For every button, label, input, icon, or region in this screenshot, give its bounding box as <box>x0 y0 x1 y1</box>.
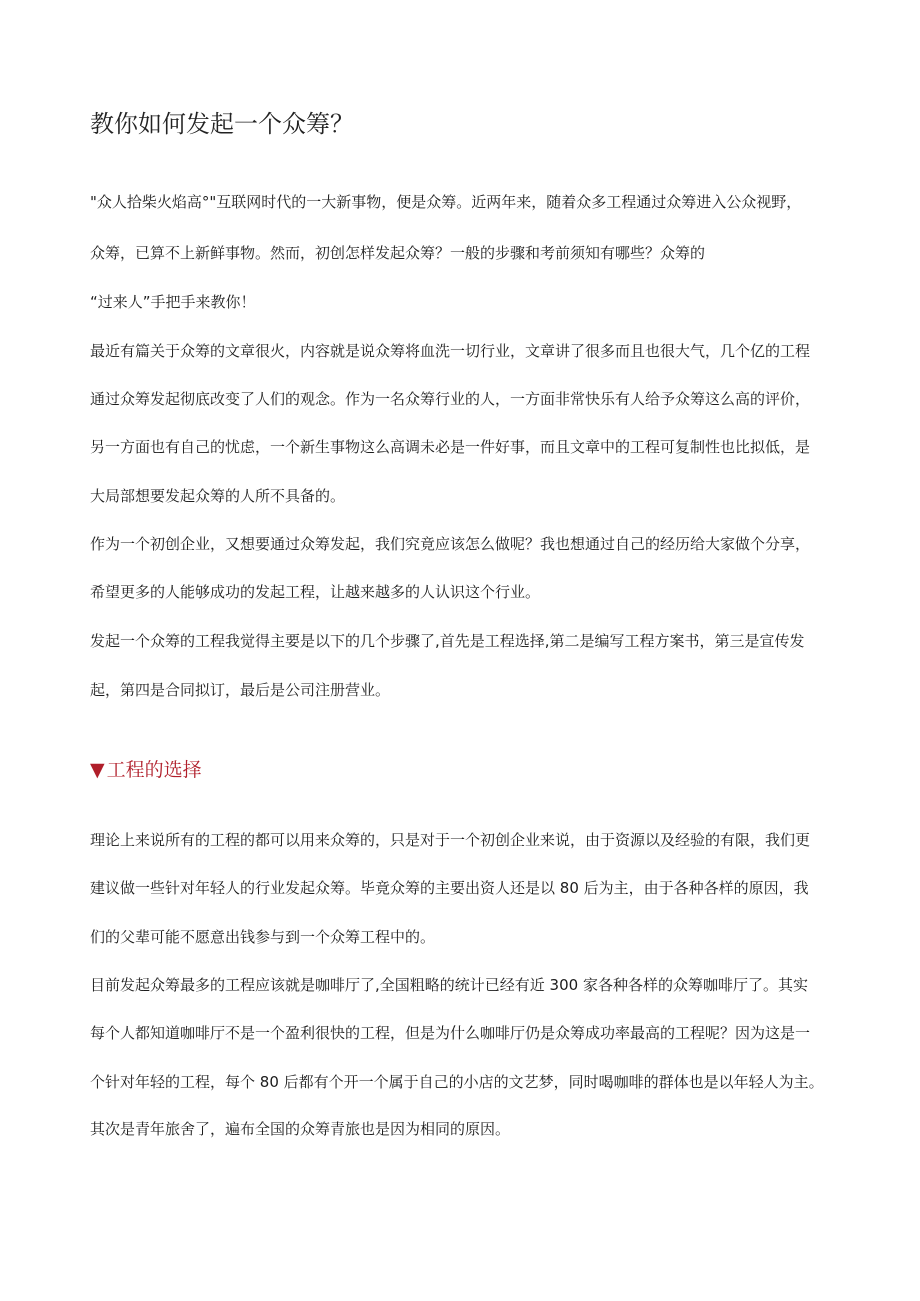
paragraph-line: 希望更多的人能够成功的发起工程，让越来越多的人认识这个行业。 <box>90 583 541 601</box>
paragraph-line: 每个人都知道咖啡厅不是一个盈利很快的工程，但是为什么咖啡厅仍是众筹成功率最高的工程呢？因为这是一 <box>90 1024 811 1042</box>
paragraph-line: "众人拾柴火焰高°"互联网时代的一大新事物，便是众筹。近两年来，随着众多工程通过众筹进入公众视野， <box>90 193 802 211</box>
paragraph-line: 个针对年轻的工程，每个 80 后都有个开一个属于自己的小店的文艺梦，同时喝咖啡的群体也是以年轻人为主。 <box>90 1073 824 1091</box>
section-heading-text: 工程的选择 <box>106 759 202 781</box>
paragraph-line: 发起一个众筹的工程我觉得主要是以下的几个步骤了,首先是工程选择,第二是编写工程方案书，第三是宣传发 <box>90 632 805 650</box>
paragraph-line: 目前发起众筹最多的工程应该就是咖啡厅了,全国粗略的统计已经有近 300 家各种各样的众筹咖啡厅了。其实 <box>90 976 808 994</box>
section-heading <box>90 756 202 784</box>
paragraph-line: 众筹，已算不上新鲜事物。然而，初创怎样发起众筹？一般的步骤和考前须知有哪些？众筹的 <box>90 244 706 262</box>
paragraph-line: 起，第四是合同拟订，最后是公司注册营业。 <box>90 681 391 699</box>
paragraph-line: 大局部想要发起众筹的人所不具备的。 <box>90 487 346 505</box>
paragraph-line: 其次是青年旅舍了，遍布全国的众筹青旅也是因为相同的原因。 <box>90 1120 511 1138</box>
page-title: 教你如何发起一个众筹？ <box>90 110 354 138</box>
paragraph-line: “过来人”手把手来教你！ <box>90 293 256 311</box>
paragraph-line: 最近有篇关于众筹的文章很火，内容就是说众筹将血洗一切行业，文章讲了很多而且也很大气，几个亿的工程 <box>90 342 811 360</box>
paragraph-line: 建议做一些针对年轻人的行业发起众筹。毕竟众筹的主要出资人还是以 80 后为主，由于各种各样的原因，我 <box>90 879 809 897</box>
paragraph-line: 理论上来说所有的工程的都可以用来众筹的，只是对于一个初创企业来说，由于资源以及经验的有限，我们更 <box>90 831 811 849</box>
paragraph-line: 通过众筹发起彻底改变了人们的观念。作为一名众筹行业的人，一方面非常快乐有人给予众筹这么高的评价， <box>90 390 811 408</box>
paragraph-line: 作为一个初创企业，又想要通过众筹发起，我们究竟应该怎么做呢？我也想通过自己的经历给大家做个分享， <box>90 535 811 553</box>
paragraph-line: 们的父辈可能不愿意出钱参与到一个众筹工程中的。 <box>90 928 436 946</box>
paragraph-line: 另一方面也有自己的忧虑，一个新生事物这么高调未必是一件好事，而且文章中的工程可复制性也比拟低，是 <box>90 438 811 456</box>
triangle-down-icon: ▼ <box>90 759 105 781</box>
